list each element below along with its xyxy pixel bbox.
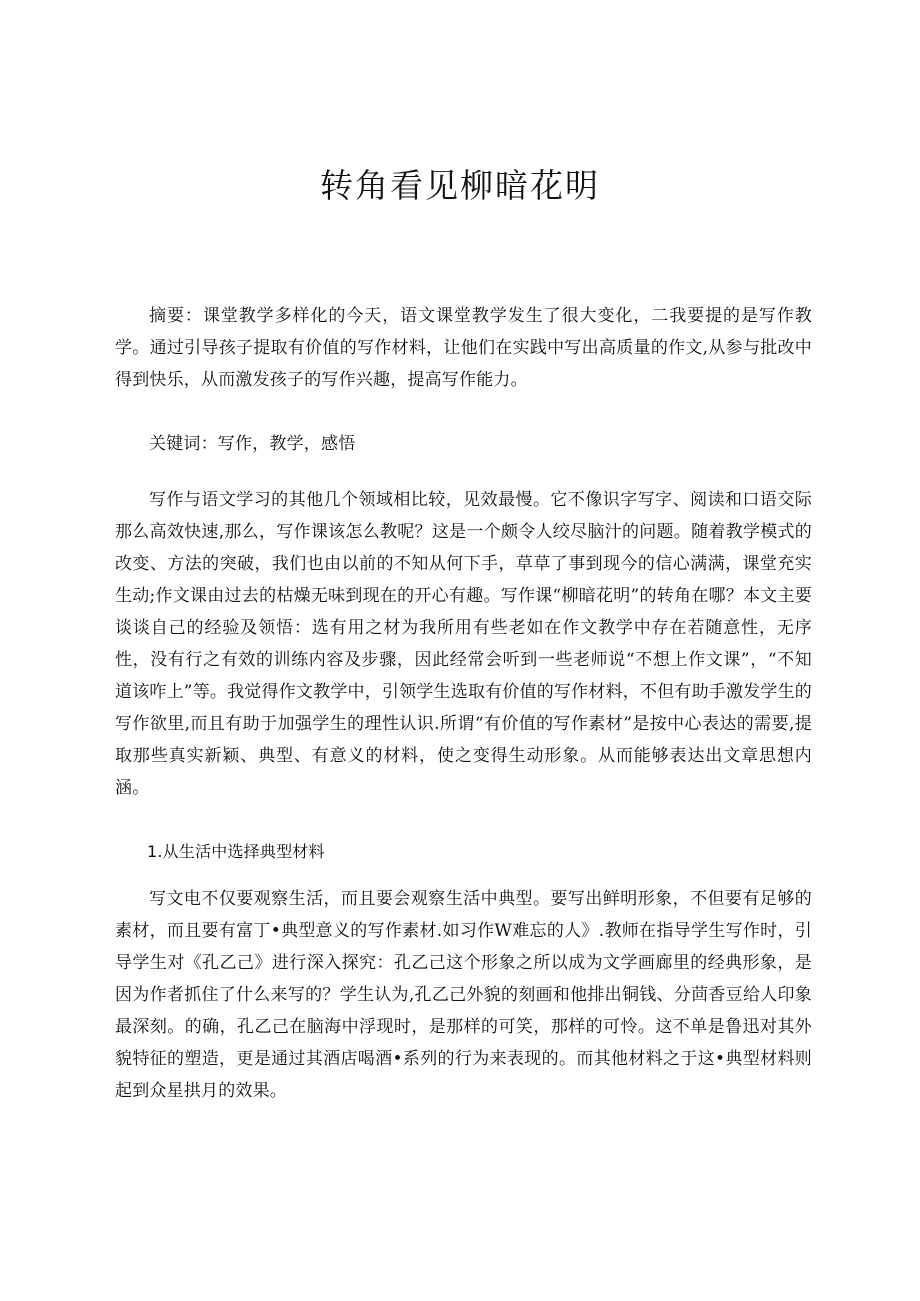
body-paragraph-2: 写文电不仅要观察生活，而且要会观察生活中典型。要写出鲜明形象，不但要有足够的素材，而且要有富丁•典型意义的写作素材.如习作W难忘的人》.教师在指导学生写作时，引导学生对《孔乙己》进行深入探究：孔乙己这个形象之所以成为文学画廊里的经典形象，是因为作者抓住了什么来写的？学生认为,孔乙己外貌的刻画和他排出铜钱、分茴香豆给人印象最深刻。的确，孔乙己在脑海中浮现时，是那样的可笑，那样的可怜。这不单是鲁迅对其外貌特征的塑造，更是通过其酒店喝酒•系列的行为来表现的。而其他材料之于这•典型材料则起到众星拱月的效果。 [115, 889, 812, 1101]
keywords-line: 关键词：写作，教学，感悟 [149, 434, 356, 454]
section-heading-1: 1.从生活中选择典型材料 [147, 842, 325, 861]
abstract-paragraph: 摘要：课堂教学多样化的今天，语文课堂教学发生了很大变化，二我要提的是写作教学。通过引导孩子提取有价值的写作材料，让他们在实践中写出高质量的作文,从参与批改中得到快乐，从而激发孩子的写作兴趣，提高写作能力。 [115, 306, 812, 390]
document-title: 转角看见柳暗花明 [320, 166, 600, 205]
body-paragraph-1: 写作与语文学习的其他几个领域相比较，见效最慢。它不像识字写字、阅读和口语交际那么高效快速,那么，写作课该怎么教呢？这是一个颇令人绞尽脑汁的问题。随着教学模式的改变、方法的突破，我们也由以前的不知从何下手，草草了事到现今的信心满满，课堂充实生动;作文课由过去的枯燥无味到现在的开心有趣。写作课“柳暗花明”的转角在哪？本文主要谈谈自己的经验及领悟：选有用之材为我所用有些老如在作文教学中存在若随意性，无序性，没有行之有效的训练内容及步骤，因此经常会听到一些老师说“不想上作文课”，“不知道该咋上”等。我觉得作文教学中，引领学生选取有价值的写作材料，不但有助手激发学生的写作欲里,而且有助于加强学生的理性认识.所谓“有价值的写作素材”是按中心表达的需要,提取那些真实新颖、典型、有意义的材料，使之变得生动形象。从而能够表达出文章思想内涵。 [115, 490, 812, 798]
